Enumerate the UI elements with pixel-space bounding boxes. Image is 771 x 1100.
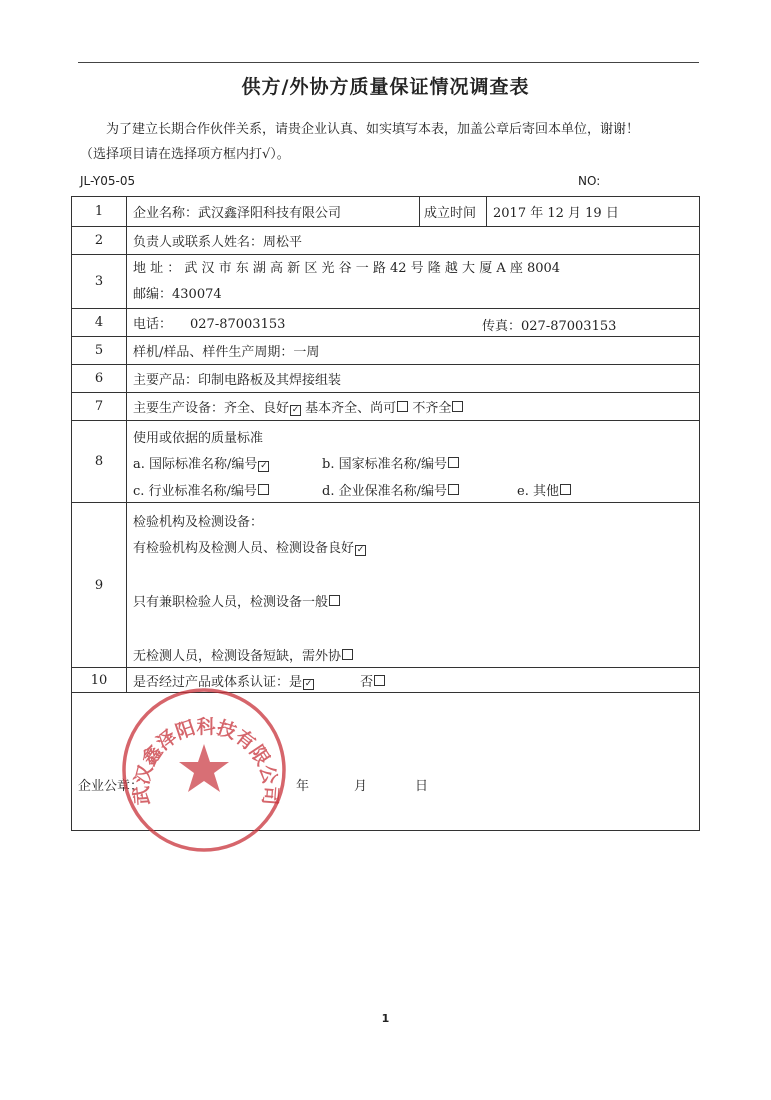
inspection-opt-good: 有检验机构及检测人员、检测设备良好: [133, 541, 355, 556]
products-label: 主要产品：: [133, 373, 199, 388]
phone-fax-cell: [127, 309, 700, 337]
products-cell: [127, 365, 700, 393]
row-number: 6: [72, 365, 127, 393]
std-international: a. 国际标准名称/编号: [133, 457, 258, 472]
address-text: 地 址 ： 武 汉 市 东 湖 高 新 区 光 谷 一 路 42 号 隆 越 大 厦 A 座 8004: [133, 260, 561, 276]
number-label: NO:: [578, 174, 601, 188]
company-name-label: 企业名称：: [133, 206, 199, 221]
contact-cell: [127, 227, 700, 255]
seal-graphic: [124, 690, 284, 850]
checkbox[interactable]: [397, 401, 408, 412]
checkbox[interactable]: [258, 484, 269, 495]
row-number: 5: [72, 337, 127, 365]
table-row: [72, 227, 700, 255]
row-number: 2: [72, 227, 127, 255]
address-cell: [127, 255, 700, 309]
company-seal-stamp: [120, 686, 288, 854]
equipment-opt-fair: 基本齐全、尚可: [305, 401, 397, 416]
founded-date: 2017 年 12 月 19 日: [487, 197, 700, 227]
page-number: 1: [381, 1012, 390, 1025]
equipment-opt-good: 齐全、良好: [224, 401, 290, 416]
checkbox-checked[interactable]: ✓: [260, 461, 268, 471]
table-row: [72, 365, 700, 393]
contact-label: 负责人或联系人姓名：: [133, 235, 264, 250]
checkbox[interactable]: [448, 457, 459, 468]
table-row: [72, 421, 700, 503]
row-number: 8: [72, 421, 127, 503]
checkbox[interactable]: [342, 649, 353, 660]
cycle-value: 一周: [293, 345, 320, 360]
year-label: 年: [296, 779, 310, 794]
equipment-label: 主要生产设备：: [133, 401, 225, 416]
standards-cell: [127, 421, 700, 503]
intro-line-2: （选择项目请在选择项方框内打√）。: [80, 147, 290, 162]
checkbox-checked[interactable]: ✓: [356, 545, 365, 555]
month-label: 月: [354, 779, 368, 794]
checkbox[interactable]: [452, 401, 463, 412]
seal-text: 武汉鑫泽阳科技有限公司: [130, 715, 282, 806]
certification-no: 否: [360, 674, 374, 690]
day-label: 日: [415, 779, 429, 794]
table-row: [72, 503, 700, 668]
cycle-label: 样机/样品、样件生产周期：: [133, 345, 294, 360]
row-number: 10: [72, 668, 127, 693]
table-row: [72, 337, 700, 365]
seal-label: 企业公章：: [78, 779, 144, 794]
checkbox[interactable]: [448, 484, 459, 495]
checkbox-checked[interactable]: ✓: [304, 678, 313, 689]
row-number: 4: [72, 309, 127, 337]
inspection-opt-poor: 无检测人员，检测设备短缺，需外协: [133, 649, 342, 664]
std-national: b. 国家标准名称/编号: [322, 457, 447, 472]
inspection-opt-fair: 只有兼职检验人员，检测设备一般: [133, 595, 329, 610]
checkbox[interactable]: [374, 675, 385, 686]
page-title: 供方/外协方质量保证情况调查表: [241, 76, 530, 98]
checkbox[interactable]: [560, 484, 571, 495]
standards-heading: 使用或依据的质量标准: [133, 431, 264, 446]
row-number: 9: [72, 503, 127, 668]
std-enterprise: d. 企业保准名称/编号: [322, 484, 447, 499]
table-row: [72, 255, 700, 309]
intro-line-1: 为了建立长期合作伙伴关系，请贵企业认真、如实填写本表，加盖公章后寄回本单位，谢谢！: [106, 122, 640, 137]
certification-label: 是否经过产品或体系认证：是: [133, 674, 303, 690]
products-value: 印制电路板及其焊接组装: [198, 373, 342, 388]
fax-value: 027-87003153: [521, 319, 617, 334]
table-row: [72, 393, 700, 421]
inspection-cell: [127, 503, 700, 668]
contact-value: 周松平: [263, 235, 303, 250]
inspection-heading: 检验机构及检测设备：: [133, 515, 264, 530]
table-row: [72, 309, 700, 337]
table-row: [72, 197, 700, 227]
phone-label: 电话：: [133, 317, 173, 332]
cycle-cell: [127, 337, 700, 365]
postcode-text: 邮编：430074: [133, 286, 222, 302]
equipment-cell: [127, 393, 700, 421]
row-number: 1: [72, 197, 127, 227]
equipment-opt-poor: 不齐全: [412, 401, 452, 416]
company-name-cell: [127, 197, 420, 227]
std-other: e. 其他: [517, 484, 559, 499]
row-number: 7: [72, 393, 127, 421]
checkbox[interactable]: [329, 595, 340, 606]
phone-value: 027-87003153: [190, 317, 286, 332]
founded-label: 成立时间: [420, 197, 487, 227]
fax-label: 传真：: [482, 319, 522, 334]
std-industry: c. 行业标准名称/编号: [133, 484, 257, 499]
checkbox-checked[interactable]: ✓: [291, 405, 300, 415]
row-number: 3: [72, 255, 127, 309]
company-name-value: 武汉鑫泽阳科技有限公司: [198, 206, 342, 221]
form-code: JL-Y05-05: [80, 174, 136, 188]
top-rule: [78, 62, 699, 63]
